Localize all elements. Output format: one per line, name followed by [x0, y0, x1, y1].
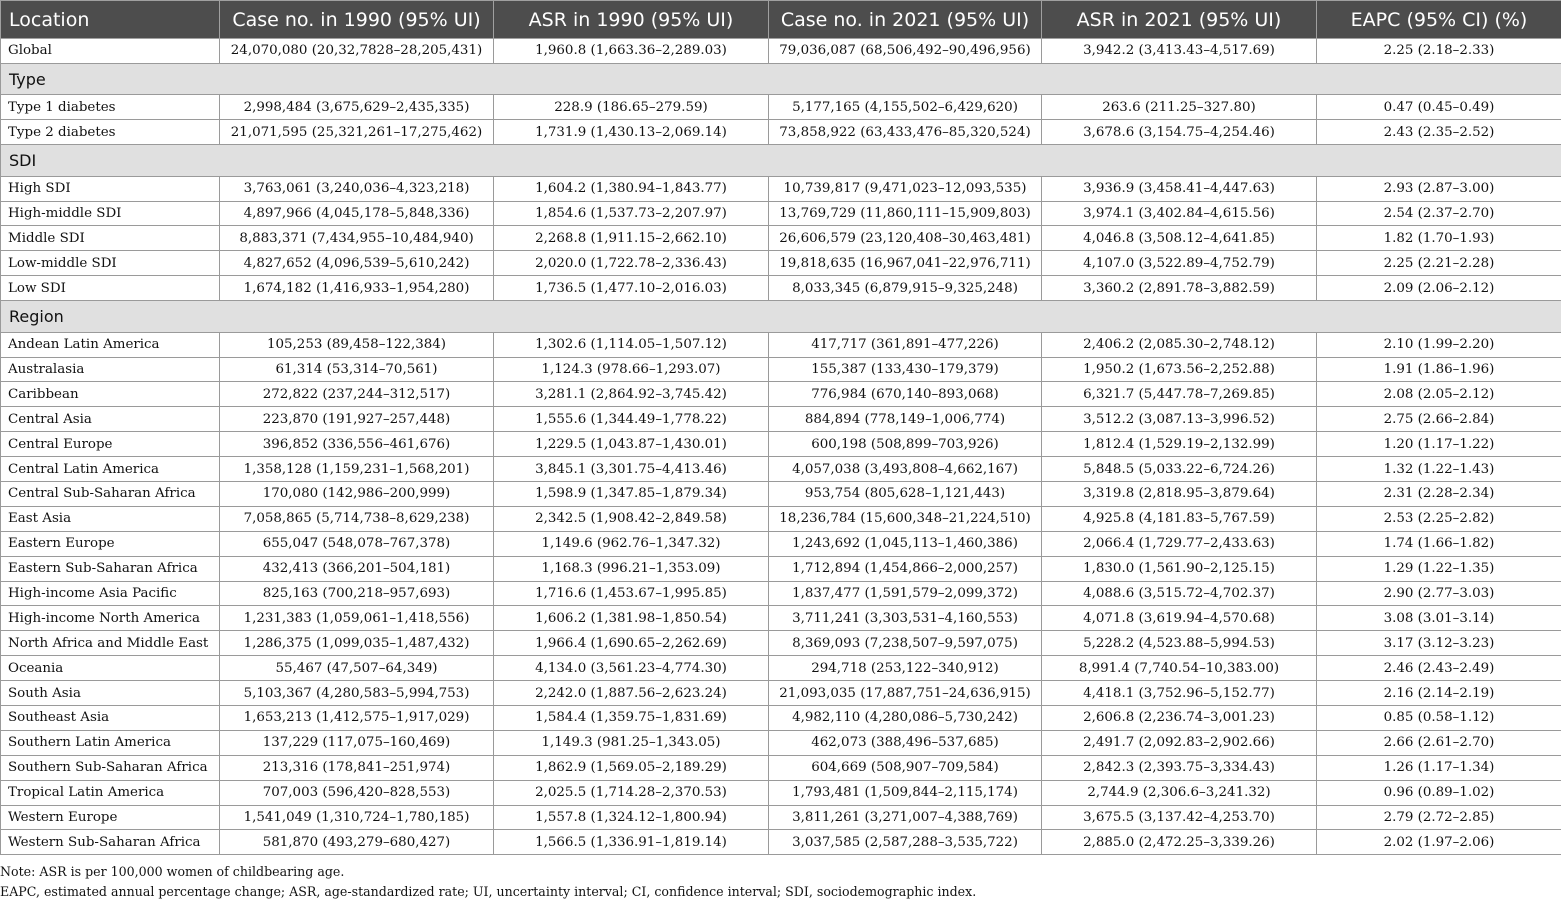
cell-asr-1990: 1,302.6 (1,114.05–1,507.12): [494, 332, 769, 357]
cell-eapc: 3.17 (3.12–3.23): [1317, 631, 1561, 656]
cell-asr-1990: 2,268.8 (1,911.15–2,662.10): [494, 226, 769, 251]
cell-asr-2021: 8,991.4 (7,740.54–10,383.00): [1042, 656, 1317, 681]
cell-asr-1990: 2,025.5 (1,714.28–2,370.53): [494, 780, 769, 805]
cell-location: Type 2 diabetes: [1, 120, 220, 145]
cell-case-1990: 825,163 (700,218–957,693): [220, 581, 494, 606]
table-row: [1, 606, 1561, 631]
cell-case-2021: 26,606,579 (23,120,408–30,463,481): [769, 226, 1042, 251]
cell-location: Oceania: [1, 656, 220, 681]
cell-location: High-income North America: [1, 606, 220, 631]
cell-case-2021: 1,243,692 (1,045,113–1,460,386): [769, 531, 1042, 556]
table-row: [1, 681, 1561, 706]
cell-location: Low SDI: [1, 276, 220, 301]
cell-eapc: 0.85 (0.58–1.12): [1317, 705, 1561, 730]
cell-asr-2021: 4,107.0 (3,522.89–4,752.79): [1042, 251, 1317, 276]
cell-location: South Asia: [1, 681, 220, 706]
cell-asr-1990: 2,242.0 (1,887.56–2,623.24): [494, 681, 769, 706]
cell-case-2021: 3,037,585 (2,587,288–3,535,722): [769, 830, 1042, 855]
cell-case-1990: 223,870 (191,927–257,448): [220, 407, 494, 432]
cell-case-1990: 1,286,375 (1,099,035–1,487,432): [220, 631, 494, 656]
cell-location: Southeast Asia: [1, 705, 220, 730]
cell-case-2021: 604,669 (508,907–709,584): [769, 755, 1042, 780]
cell-location: Type 1 diabetes: [1, 95, 220, 120]
cell-eapc: 2.25 (2.18–2.33): [1317, 39, 1561, 64]
table-row: [1, 556, 1561, 581]
cell-location: Southern Sub-Saharan Africa: [1, 755, 220, 780]
table-row: [1, 656, 1561, 681]
cell-case-1990: 707,003 (596,420–828,553): [220, 780, 494, 805]
table-row: [1, 730, 1561, 755]
cell-case-2021: 18,236,784 (15,600,348–21,224,510): [769, 506, 1042, 531]
cell-asr-2021: 3,360.2 (2,891.78–3,882.59): [1042, 276, 1317, 301]
table-row: [1, 457, 1561, 482]
cell-eapc: 2.31 (2.28–2.34): [1317, 481, 1561, 506]
cell-asr-2021: 1,950.2 (1,673.56–2,252.88): [1042, 357, 1317, 382]
cell-case-2021: 3,711,241 (3,303,531–4,160,553): [769, 606, 1042, 631]
cell-asr-1990: 2,342.5 (1,908.42–2,849.58): [494, 506, 769, 531]
cell-asr-2021: 1,812.4 (1,529.19–2,132.99): [1042, 432, 1317, 457]
cell-case-1990: 213,316 (178,841–251,974): [220, 755, 494, 780]
cell-location: North Africa and Middle East: [1, 631, 220, 656]
cell-eapc: 2.43 (2.35–2.52): [1317, 120, 1561, 145]
cell-case-2021: 3,811,261 (3,271,007–4,388,769): [769, 805, 1042, 830]
cell-case-1990: 581,870 (493,279–680,427): [220, 830, 494, 855]
cell-case-1990: 61,314 (53,314–70,561): [220, 357, 494, 382]
cell-eapc: 2.16 (2.14–2.19): [1317, 681, 1561, 706]
table-row: [1, 432, 1561, 457]
section-header-row: [1, 63, 1561, 95]
cell-location: East Asia: [1, 506, 220, 531]
cell-location: Tropical Latin America: [1, 780, 220, 805]
cell-location: Central Latin America: [1, 457, 220, 482]
cell-case-1990: 1,231,383 (1,059,061–1,418,556): [220, 606, 494, 631]
cell-case-2021: 884,894 (778,149–1,006,774): [769, 407, 1042, 432]
cell-case-1990: 1,541,049 (1,310,724–1,780,185): [220, 805, 494, 830]
cell-asr-2021: 263.6 (211.25–327.80): [1042, 95, 1317, 120]
cell-location: Central Sub-Saharan Africa: [1, 481, 220, 506]
cell-eapc: 2.25 (2.21–2.28): [1317, 251, 1561, 276]
section-label: SDI: [1, 145, 1561, 177]
cell-case-1990: 8,883,371 (7,434,955–10,484,940): [220, 226, 494, 251]
cell-case-1990: 1,674,182 (1,416,933–1,954,280): [220, 276, 494, 301]
cell-eapc: 2.02 (1.97–2.06): [1317, 830, 1561, 855]
cell-asr-1990: 1,168.3 (996.21–1,353.09): [494, 556, 769, 581]
cell-location: Central Europe: [1, 432, 220, 457]
table-row: [1, 95, 1561, 120]
cell-eapc: 2.09 (2.06–2.12): [1317, 276, 1561, 301]
cell-asr-1990: 1,731.9 (1,430.13–2,069.14): [494, 120, 769, 145]
cell-case-1990: 396,852 (336,556–461,676): [220, 432, 494, 457]
cell-location: Western Europe: [1, 805, 220, 830]
header-case-2021: Case no. in 2021 (95% UI): [769, 1, 1042, 39]
cell-asr-1990: 1,966.4 (1,690.65–2,262.69): [494, 631, 769, 656]
cell-asr-2021: 3,942.2 (3,413.43–4,517.69): [1042, 39, 1317, 64]
cell-asr-2021: 4,088.6 (3,515.72–4,702.37): [1042, 581, 1317, 606]
cell-location: Low-middle SDI: [1, 251, 220, 276]
cell-case-2021: 294,718 (253,122–340,912): [769, 656, 1042, 681]
cell-location: Australasia: [1, 357, 220, 382]
cell-case-2021: 953,754 (805,628–1,121,443): [769, 481, 1042, 506]
table-row: [1, 226, 1561, 251]
cell-asr-1990: 1,229.5 (1,043.87–1,430.01): [494, 432, 769, 457]
section-label: Region: [1, 301, 1561, 333]
cell-asr-2021: 1,830.0 (1,561.90–2,125.15): [1042, 556, 1317, 581]
cell-case-2021: 10,739,817 (9,471,023–12,093,535): [769, 176, 1042, 201]
cell-eapc: 2.93 (2.87–3.00): [1317, 176, 1561, 201]
cell-case-1990: 24,070,080 (20,32,7828–28,205,431): [220, 39, 494, 64]
table-row: [1, 407, 1561, 432]
cell-location: Andean Latin America: [1, 332, 220, 357]
cell-case-2021: 1,793,481 (1,509,844–2,115,174): [769, 780, 1042, 805]
cell-asr-1990: 1,149.6 (962.76–1,347.32): [494, 531, 769, 556]
table-notes: [0, 862, 976, 902]
cell-case-1990: 272,822 (237,244–312,517): [220, 382, 494, 407]
cell-asr-2021: 2,744.9 (2,306.6–3,241.32): [1042, 780, 1317, 805]
cell-eapc: 2.79 (2.72–2.85): [1317, 805, 1561, 830]
cell-asr-1990: 1,736.5 (1,477.10–2,016.03): [494, 276, 769, 301]
cell-eapc: 1.29 (1.22–1.35): [1317, 556, 1561, 581]
cell-case-1990: 5,103,367 (4,280,583–5,994,753): [220, 681, 494, 706]
cell-asr-2021: 3,512.2 (3,087.13–3,996.52): [1042, 407, 1317, 432]
cell-asr-1990: 1,149.3 (981.25–1,343.05): [494, 730, 769, 755]
cell-case-1990: 655,047 (548,078–767,378): [220, 531, 494, 556]
cell-case-1990: 2,998,484 (3,675,629–2,435,335): [220, 95, 494, 120]
cell-asr-2021: 2,842.3 (2,393.75–3,334.43): [1042, 755, 1317, 780]
table-row: [1, 755, 1561, 780]
cell-asr-2021: 2,606.8 (2,236.74–3,001.23): [1042, 705, 1317, 730]
note-abbreviations: EAPC, estimated annual percentage change; ASR, age-standardized rate; UI, uncertainty interval; CI, confidence interval; SDI, sociodemographic index.: [0, 884, 977, 899]
cell-asr-2021: 3,678.6 (3,154.75–4,254.46): [1042, 120, 1317, 145]
cell-eapc: 2.10 (1.99–2.20): [1317, 332, 1561, 357]
header-asr-1990: ASR in 1990 (95% UI): [494, 1, 769, 39]
cell-case-2021: 4,057,038 (3,493,808–4,662,167): [769, 457, 1042, 482]
cell-asr-2021: 3,675.5 (3,137.42–4,253.70): [1042, 805, 1317, 830]
cell-asr-2021: 4,046.8 (3,508.12–4,641.85): [1042, 226, 1317, 251]
cell-asr-1990: 4,134.0 (3,561.23–4,774.30): [494, 656, 769, 681]
cell-case-2021: 13,769,729 (11,860,111–15,909,803): [769, 201, 1042, 226]
cell-asr-2021: 4,071.8 (3,619.94–4,570.68): [1042, 606, 1317, 631]
cell-eapc: 1.32 (1.22–1.43): [1317, 457, 1561, 482]
header-case-1990: Case no. in 1990 (95% UI): [220, 1, 494, 39]
cell-asr-2021: 6,321.7 (5,447.78–7,269.85): [1042, 382, 1317, 407]
cell-location: High-middle SDI: [1, 201, 220, 226]
cell-case-2021: 776,984 (670,140–893,068): [769, 382, 1042, 407]
table-row: [1, 780, 1561, 805]
cell-case-1990: 432,413 (366,201–504,181): [220, 556, 494, 581]
table-row: [1, 120, 1561, 145]
cell-eapc: 1.20 (1.17–1.22): [1317, 432, 1561, 457]
cell-asr-1990: 1,566.5 (1,336.91–1,819.14): [494, 830, 769, 855]
cell-asr-2021: 4,925.8 (4,181.83–5,767.59): [1042, 506, 1317, 531]
table-row: [1, 201, 1561, 226]
table-row: [1, 805, 1561, 830]
cell-asr-2021: 2,491.7 (2,092.83–2,902.66): [1042, 730, 1317, 755]
cell-location: Middle SDI: [1, 226, 220, 251]
cell-eapc: 3.08 (3.01–3.14): [1317, 606, 1561, 631]
cell-asr-1990: 3,281.1 (2,864.92–3,745.42): [494, 382, 769, 407]
cell-asr-2021: 5,228.2 (4,523.88–5,994.53): [1042, 631, 1317, 656]
table-row: [1, 176, 1561, 201]
header-location: Location: [1, 1, 220, 39]
table-row: [1, 506, 1561, 531]
cell-case-2021: 600,198 (508,899–703,926): [769, 432, 1042, 457]
cell-asr-1990: 1,124.3 (978.66–1,293.07): [494, 357, 769, 382]
cell-case-1990: 1,653,213 (1,412,575–1,917,029): [220, 705, 494, 730]
table-row: [1, 581, 1561, 606]
table-row: [1, 382, 1561, 407]
cell-asr-1990: 228.9 (186.65–279.59): [494, 95, 769, 120]
cell-asr-2021: 3,319.8 (2,818.95–3,879.64): [1042, 481, 1317, 506]
cell-location: Global: [1, 39, 220, 64]
cell-case-2021: 5,177,165 (4,155,502–6,429,620): [769, 95, 1042, 120]
cell-location: High-income Asia Pacific: [1, 581, 220, 606]
table-row: [1, 481, 1561, 506]
cell-case-1990: 137,229 (117,075–160,469): [220, 730, 494, 755]
cell-asr-2021: 4,418.1 (3,752.96–5,152.77): [1042, 681, 1317, 706]
note-asr: Note: ASR is per 100,000 women of childbearing age.: [0, 864, 345, 879]
cell-case-1990: 21,071,595 (25,321,261–17,275,462): [220, 120, 494, 145]
header-asr-2021: ASR in 2021 (95% UI): [1042, 1, 1317, 39]
cell-eapc: 0.47 (0.45–0.49): [1317, 95, 1561, 120]
cell-eapc: 2.08 (2.05–2.12): [1317, 382, 1561, 407]
cell-location: Western Sub-Saharan Africa: [1, 830, 220, 855]
cell-asr-1990: 1,598.9 (1,347.85–1,879.34): [494, 481, 769, 506]
cell-location: Eastern Europe: [1, 531, 220, 556]
cell-case-1990: 1,358,128 (1,159,231–1,568,201): [220, 457, 494, 482]
cell-asr-1990: 2,020.0 (1,722.78–2,336.43): [494, 251, 769, 276]
cell-case-2021: 73,858,922 (63,433,476–85,320,524): [769, 120, 1042, 145]
section-label: Type: [1, 63, 1561, 95]
table-row: [1, 332, 1561, 357]
cell-asr-1990: 1,606.2 (1,381.98–1,850.54): [494, 606, 769, 631]
cell-eapc: 2.90 (2.77–3.03): [1317, 581, 1561, 606]
cell-location: Caribbean: [1, 382, 220, 407]
cell-case-1990: 105,253 (89,458–122,384): [220, 332, 494, 357]
cell-eapc: 1.74 (1.66–1.82): [1317, 531, 1561, 556]
table-row: [1, 276, 1561, 301]
cell-asr-1990: 1,960.8 (1,663.36–2,289.03): [494, 39, 769, 64]
cell-asr-1990: 1,584.4 (1,359.75–1,831.69): [494, 705, 769, 730]
section-header-row: [1, 301, 1561, 333]
cell-asr-1990: 3,845.1 (3,301.75–4,413.46): [494, 457, 769, 482]
cell-case-1990: 7,058,865 (5,714,738–8,629,238): [220, 506, 494, 531]
cell-location: Eastern Sub-Saharan Africa: [1, 556, 220, 581]
table-row: [1, 830, 1561, 855]
cell-case-2021: 4,982,110 (4,280,086–5,730,242): [769, 705, 1042, 730]
section-header-row: [1, 145, 1561, 177]
cell-asr-2021: 2,885.0 (2,472.25–3,339.26): [1042, 830, 1317, 855]
table-row: [1, 39, 1561, 64]
cell-case-1990: 4,827,652 (4,096,539–5,610,242): [220, 251, 494, 276]
cell-case-2021: 417,717 (361,891–477,226): [769, 332, 1042, 357]
cell-case-1990: 55,467 (47,507–64,349): [220, 656, 494, 681]
cell-case-2021: 155,387 (133,430–179,379): [769, 357, 1042, 382]
cell-asr-1990: 1,854.6 (1,537.73–2,207.97): [494, 201, 769, 226]
cell-asr-2021: 5,848.5 (5,033.22–6,724.26): [1042, 457, 1317, 482]
cell-asr-2021: 2,066.4 (1,729.77–2,433.63): [1042, 531, 1317, 556]
cell-case-2021: 8,369,093 (7,238,507–9,597,075): [769, 631, 1042, 656]
cell-case-2021: 21,093,035 (17,887,751–24,636,915): [769, 681, 1042, 706]
cell-case-2021: 8,033,345 (6,879,915–9,325,248): [769, 276, 1042, 301]
cell-eapc: 1.91 (1.86–1.96): [1317, 357, 1561, 382]
cell-case-1990: 3,763,061 (3,240,036–4,323,218): [220, 176, 494, 201]
cell-case-1990: 170,080 (142,986–200,999): [220, 481, 494, 506]
cell-location: High SDI: [1, 176, 220, 201]
cell-case-2021: 19,818,635 (16,967,041–22,976,711): [769, 251, 1042, 276]
table-row: [1, 357, 1561, 382]
cell-case-2021: 1,837,477 (1,591,579–2,099,372): [769, 581, 1042, 606]
table-body: [1, 39, 1561, 855]
cell-case-1990: 4,897,966 (4,045,178–5,848,336): [220, 201, 494, 226]
cell-asr-1990: 1,862.9 (1,569.05–2,189.29): [494, 755, 769, 780]
cell-asr-2021: 3,974.1 (3,402.84–4,615.56): [1042, 201, 1317, 226]
header-eapc: EAPC (95% CI) (%): [1317, 1, 1561, 39]
cell-case-2021: 1,712,894 (1,454,866–2,000,257): [769, 556, 1042, 581]
table-header-row: [1, 1, 1561, 39]
cell-asr-2021: 2,406.2 (2,085.30–2,748.12): [1042, 332, 1317, 357]
cell-eapc: 2.66 (2.61–2.70): [1317, 730, 1561, 755]
table-row: [1, 631, 1561, 656]
cell-location: Central Asia: [1, 407, 220, 432]
cell-location: Southern Latin America: [1, 730, 220, 755]
cell-case-2021: 79,036,087 (68,506,492–90,496,956): [769, 39, 1042, 64]
cell-eapc: 2.54 (2.37–2.70): [1317, 201, 1561, 226]
cell-asr-1990: 1,555.6 (1,344.49–1,778.22): [494, 407, 769, 432]
cell-asr-1990: 1,557.8 (1,324.12–1,800.94): [494, 805, 769, 830]
cell-eapc: 0.96 (0.89–1.02): [1317, 780, 1561, 805]
cell-eapc: 1.82 (1.70–1.93): [1317, 226, 1561, 251]
cell-asr-1990: 1,604.2 (1,380.94–1,843.77): [494, 176, 769, 201]
cell-asr-2021: 3,936.9 (3,458.41–4,447.63): [1042, 176, 1317, 201]
table-row: [1, 531, 1561, 556]
table-row: [1, 705, 1561, 730]
cell-eapc: 2.53 (2.25–2.82): [1317, 506, 1561, 531]
cell-eapc: 1.26 (1.17–1.34): [1317, 755, 1561, 780]
table-row: [1, 251, 1561, 276]
cell-eapc: 2.46 (2.43–2.49): [1317, 656, 1561, 681]
cell-asr-1990: 1,716.6 (1,453.67–1,995.85): [494, 581, 769, 606]
cell-eapc: 2.75 (2.66–2.84): [1317, 407, 1561, 432]
cell-case-2021: 462,073 (388,496–537,685): [769, 730, 1042, 755]
